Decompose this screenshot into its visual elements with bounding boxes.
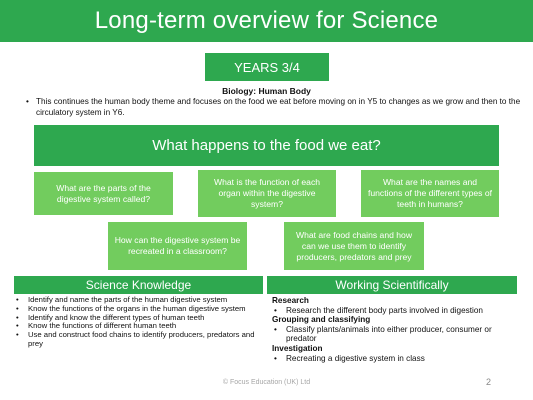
working-scientifically-heading [267,276,517,294]
working-scientifically-label: Working Scientifically [335,278,449,292]
working-scientifically-list [272,296,520,363]
list-item: • Identify and know the different types of human teeth [14,314,266,323]
question-text: What are the parts of the digestive system called? [56,182,151,204]
question-box [34,172,173,215]
page-number: 2 [486,377,492,387]
question-text: What are the names and functions of the different types of teeth in humans? [367,177,493,209]
topic-subtitle: Biology: Human Body [222,86,311,96]
list-item: • Know the functions of different human teeth [14,322,266,331]
list-item: • Research the different body parts involved in digestion [272,306,520,316]
science-knowledge-heading [14,276,263,294]
intro-text: This continues the human body theme and focuses on the food we eat before moving on in Y5 to changes as we grow and then to the circulatory system in Y6. [36,97,521,117]
question-text: What are food chains and how can we use them to identify producers, predators and prey [295,229,413,262]
years-badge [205,53,329,81]
ws-group-title: Research [272,296,309,305]
years-label: YEARS 3/4 [234,59,300,75]
ws-group-title: Grouping and classifying [272,315,371,325]
question-box [284,222,424,270]
ws-group-title: Investigation [272,343,323,353]
question-text: How can the digestive system be recreated in a classroom? [114,235,241,256]
list-item: • Use and construct food chains to identify producers, predators and prey [14,331,266,349]
list-item: • Recreating a digestive system in class [272,354,520,364]
science-knowledge-list [14,296,266,349]
question-box [108,222,247,270]
list-item: • Know the functions of the organs in the human digestive system [14,305,266,314]
main-question: What happens to the food we eat? [152,137,381,154]
question-box [361,170,499,217]
copyright-footer: © Focus Education (UK) Ltd [222,379,311,386]
list-item: • Identify and name the parts of the human digestive system [14,296,266,305]
science-knowledge-label: Science Knowledge [85,278,192,292]
question-box [198,170,336,217]
page-title: Long-term overview for Science [94,7,439,34]
question-text: What is the function of each organ within the digestive system? [213,177,321,209]
main-question-banner [34,125,499,166]
list-item: • Classify plants/animals into either producer, consumer or predator [272,325,520,344]
page-title-banner [0,0,533,42]
intro-bullet [22,97,522,118]
